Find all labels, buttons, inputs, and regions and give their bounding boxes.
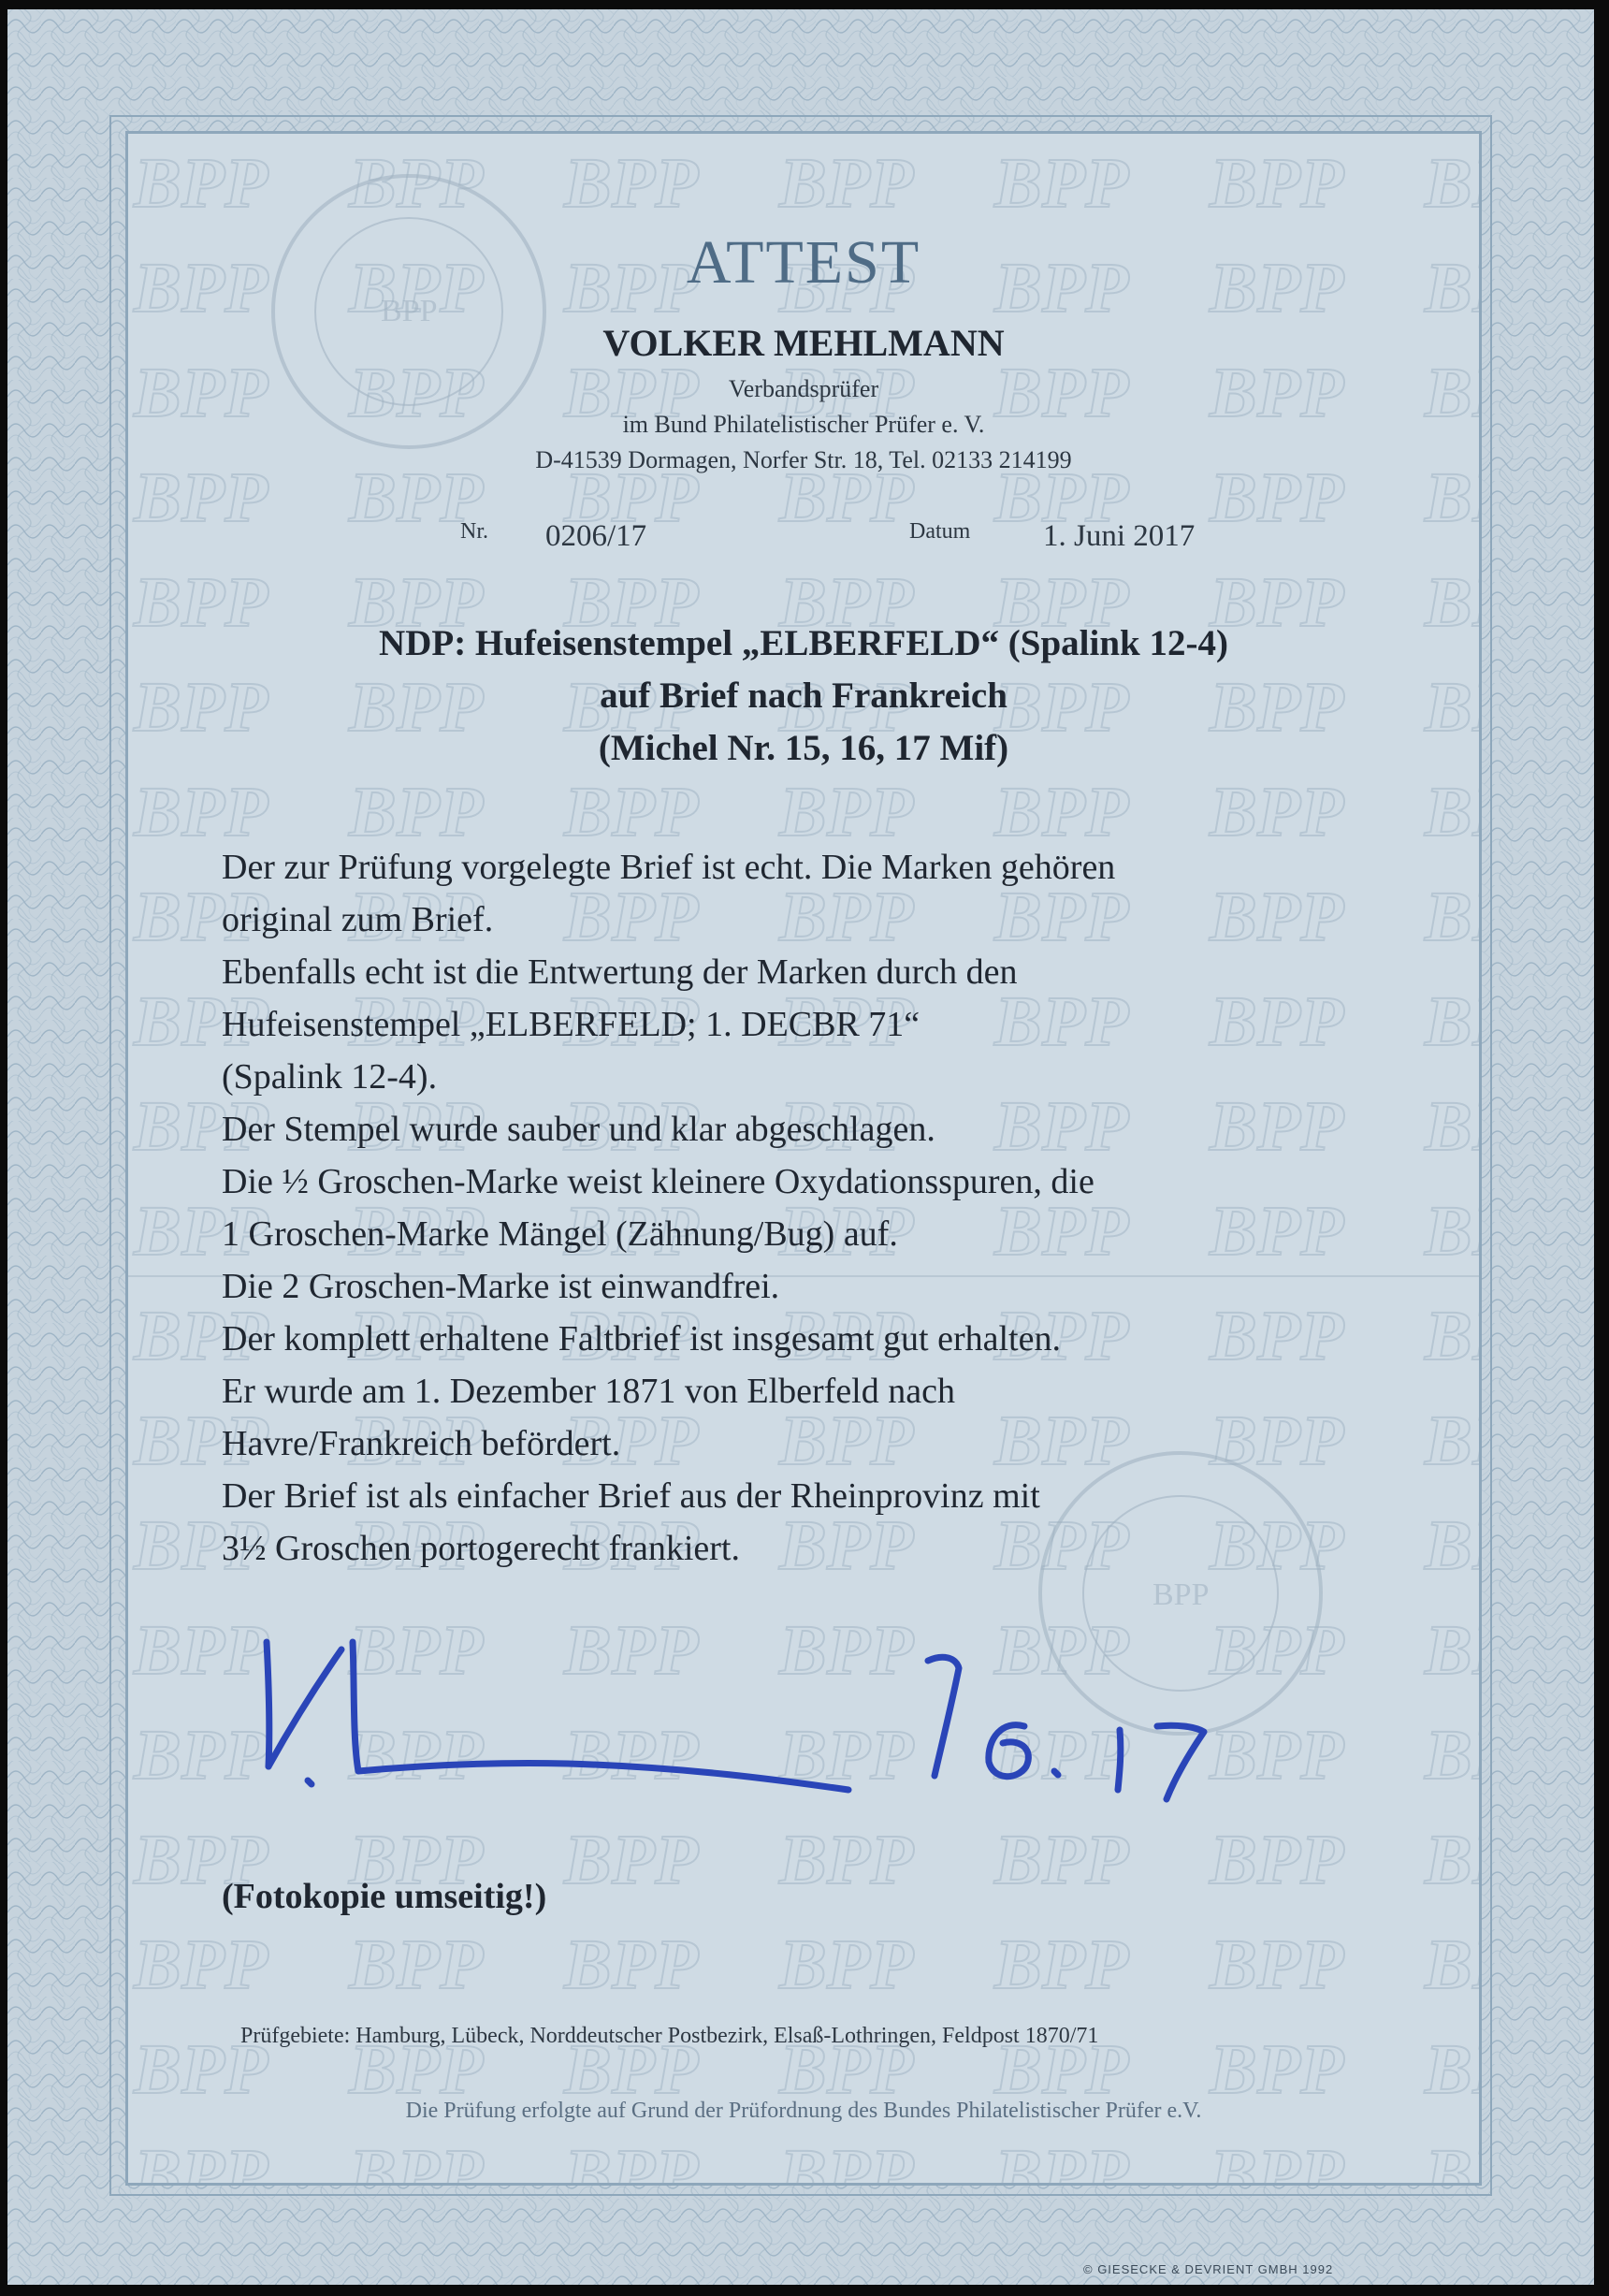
body-line: Die 2 Groschen-Marke ist einwandfrei. [222, 1267, 780, 1306]
body-line: Die ½ Groschen-Marke weist kleinere Oxydationsspuren, die [222, 1162, 1094, 1201]
date-label: Datum [909, 519, 971, 544]
heading-line-3: (Michel Nr. 15, 16, 17 Mif) [598, 728, 1009, 768]
body-line: Der Stempel wurde sauber und klar abgeschlagen. [222, 1110, 935, 1149]
heading-line-1: NDP: Hufeisenstempel „ELBERFELD“ (Spalink 12-4) [379, 623, 1228, 663]
body-line: Havre/Frankreich befördert. [222, 1424, 621, 1463]
issuer-address: D-41539 Dormagen, Norfer Str. 18, Tel. 02133 214199 [535, 446, 1072, 473]
svg-text:BPP: BPP [381, 294, 438, 328]
body-line: 1 Groschen-Marke Mängel (Zähnung/Bug) auf. [222, 1214, 898, 1254]
svg-text:BPP: BPP [1152, 1577, 1210, 1612]
examination-scope: Prüfgebiete: Hamburg, Lübeck, Norddeutscher Postbezirk, Elsaß-Lothringen, Feldpost 1870/71 [240, 2024, 1099, 2048]
issuer-role: Verbandsprüfer [728, 375, 879, 402]
body-line: Der zur Prüfung vorgelegte Brief ist echt. Die Marken gehören [222, 848, 1116, 887]
body-line: Der Brief ist als einfacher Brief aus der Rheinprovinz mit [222, 1476, 1040, 1516]
paper-maker-imprint: © GIESECKE & DEVRIENT GMBH 1992 [1083, 2262, 1334, 2276]
issuer-name: VOLKER MEHLMANN [602, 322, 1005, 364]
body-line: (Spalink 12-4). [222, 1057, 438, 1097]
number-label: Nr. [460, 519, 488, 544]
body-line: Er wurde am 1. Dezember 1871 von Elberfeld nach [222, 1372, 955, 1411]
document-title: ATTEST [686, 228, 921, 297]
heading-line-2: auf Brief nach Frankreich [600, 676, 1007, 716]
body-line: Der komplett erhaltene Faltbrief ist insgesamt gut erhalten. [222, 1319, 1061, 1359]
certificate-sheet [7, 9, 1594, 2285]
certificate-date: 1. Juni 2017 [1043, 519, 1196, 553]
body-line: Hufeisenstempel „ELBERFELD; 1. DECBR 71“ [222, 1005, 920, 1044]
photocopy-note: (Fotokopie umseitig!) [222, 1877, 547, 1916]
body-line: original zum Brief. [222, 900, 494, 939]
certificate-panel [125, 131, 1482, 2186]
issuer-association: im Bund Philatelistischer Prüfer e. V. [622, 411, 985, 438]
certificate-number: 0206/17 [545, 519, 647, 553]
body-line: 3½ Groschen portogerecht frankiert. [222, 1529, 740, 1568]
body-line: Ebenfalls echt ist die Entwertung der Marken durch den [222, 952, 1018, 992]
footer-note: Die Prüfung erfolgte auf Grund der Prüfordnung des Bundes Philatelistischer Prüfer e.V. [405, 2099, 1202, 2123]
